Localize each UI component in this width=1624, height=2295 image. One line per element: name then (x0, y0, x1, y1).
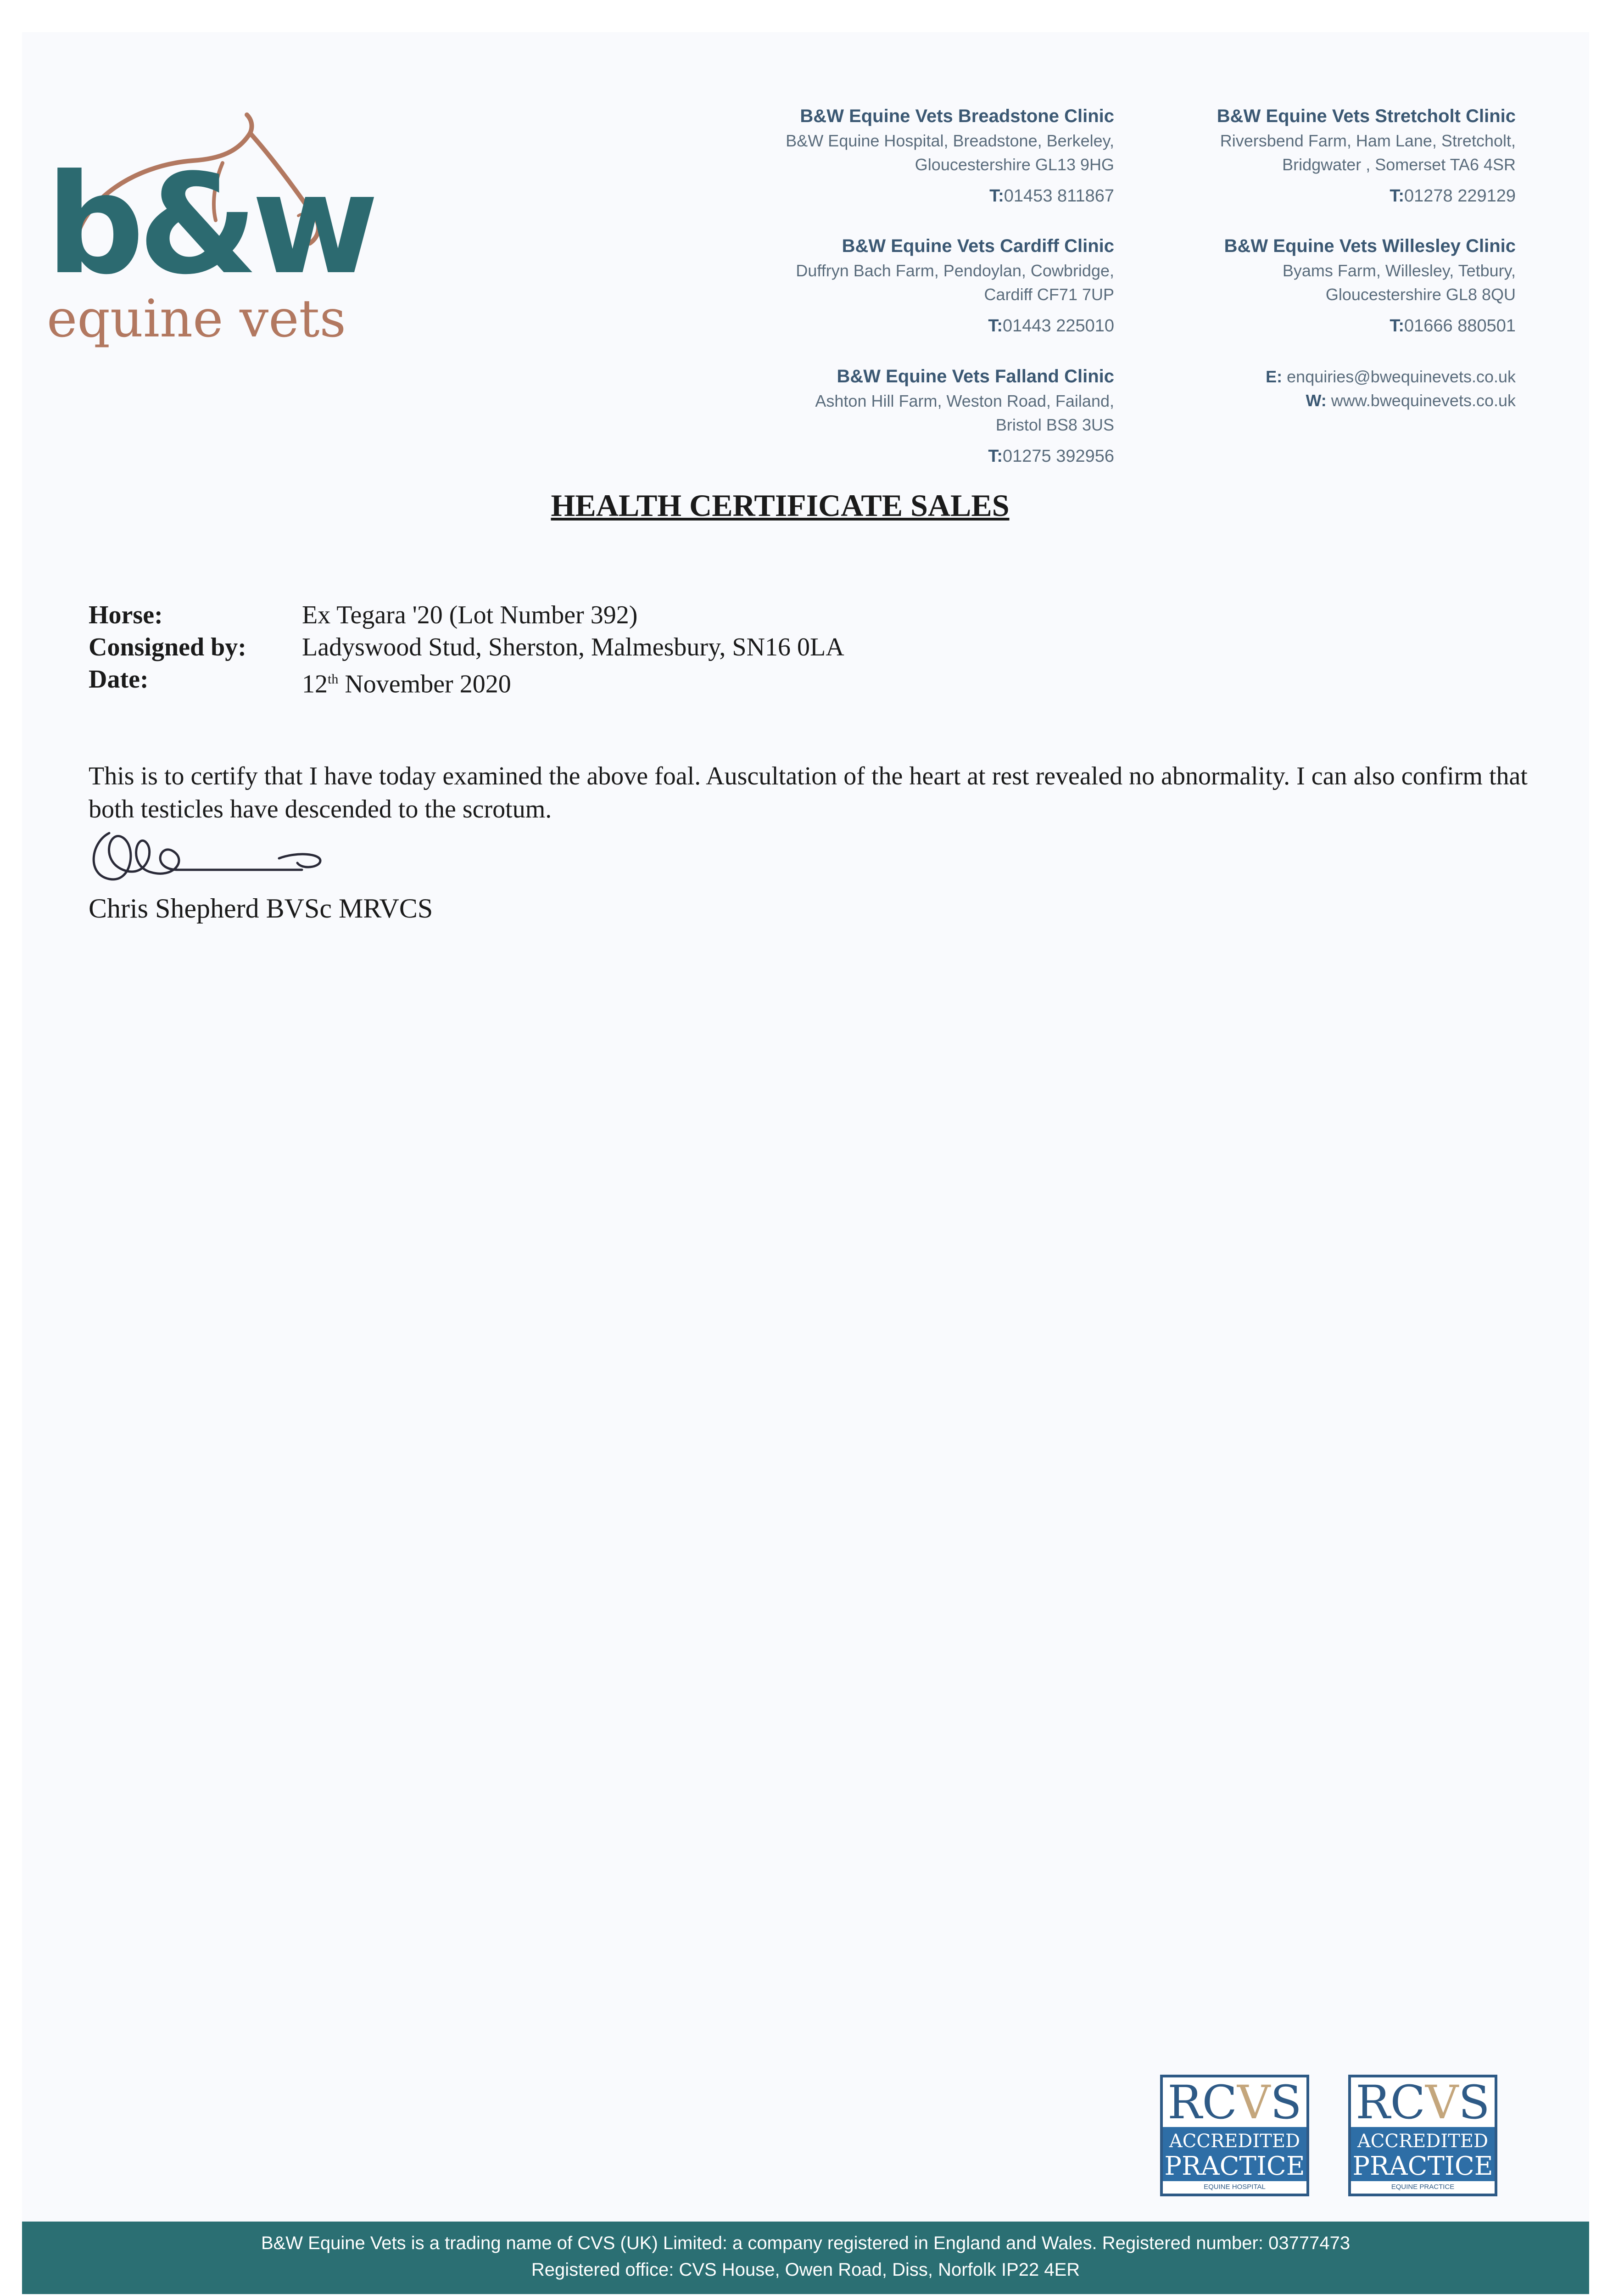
certification-statement: This is to certify that I have today examined the above foal. Auscultation of the heart at rest revealed no abnormality. I can also confirm that both testicles have descended to the scrotum. (89, 762, 1528, 823)
clinic-phone: T:01443 225010 (988, 316, 1114, 336)
company-footer (22, 2222, 1589, 2294)
email-link[interactable]: enquiries@bwequinevets.co.uk (1287, 367, 1516, 386)
detail-row-consigned (89, 631, 844, 663)
clinic-phone: T:01278 229129 (1390, 186, 1516, 206)
clinic-address-line: Gloucestershire GL13 9HG (915, 155, 1114, 174)
rcvs-accredited-hospital-badge: RCVS ACCREDITED PRACTICE EQUINE HOSPITAL (1160, 2075, 1309, 2196)
clinic-failand (815, 364, 1114, 469)
web-line: W: www.bwequinevets.co.uk (1306, 391, 1516, 410)
clinic-phone: T:01666 880501 (1390, 316, 1516, 336)
clinic-name: B&W Equine Vets Cardiff Clinic (842, 236, 1114, 256)
detail-value: Ex Tegara '20 (Lot Number 392) (302, 601, 638, 629)
footer-line: Registered office: CVS House, Owen Road, Diss, Norfolk IP22 4ER (531, 2260, 1080, 2280)
footer-line: B&W Equine Vets is a trading name of CVS (UK) Limited: a company registered in England and Wales. Registered number: 03777473 (261, 2233, 1351, 2253)
clinic-name: B&W Equine Vets Falland Clinic (837, 366, 1114, 386)
signer-name: Chris Shepherd BVSc MRVCS (89, 893, 433, 924)
clinic-address-line: Bridgwater , Somerset TA6 4SR (1282, 155, 1516, 174)
logo-sub-text: equine vets (47, 289, 346, 349)
clinic-address-line: Cardiff CF71 7UP (984, 285, 1114, 304)
clinic-stretcholt (1217, 103, 1516, 209)
detail-row-date (89, 663, 844, 700)
contact-block (1266, 365, 1516, 413)
clinic-address-line: Bristol BS8 3US (995, 415, 1114, 434)
document-title: HEALTH CERTIFICATE SALES (551, 488, 1010, 523)
web-link[interactable]: www.bwequinevets.co.uk (1331, 391, 1516, 410)
clinic-address-line: Duffryn Bach Farm, Pendoylan, Cowbridge, (796, 261, 1114, 280)
clinic-name: B&W Equine Vets Willesley Clinic (1224, 236, 1516, 256)
certificate-details (89, 599, 844, 700)
clinic-name: B&W Equine Vets Stretcholt Clinic (1217, 106, 1516, 126)
clinic-address-line: Byams Farm, Willesley, Tetbury, (1282, 261, 1516, 280)
detail-row-horse (89, 599, 844, 631)
detail-label: Horse: (89, 601, 163, 629)
detail-value: Ladyswood Stud, Sherston, Malmesbury, SN16 0LA (302, 633, 844, 661)
clinic-phone: T:01275 392956 (988, 447, 1114, 466)
bw-equine-vets-logo (41, 101, 373, 358)
clinic-willesley (1224, 233, 1516, 339)
clinic-address-line: B&W Equine Hospital, Breadstone, Berkeley, (786, 131, 1114, 150)
clinic-name: B&W Equine Vets Breadstone Clinic (800, 106, 1114, 126)
clinic-address-line: Riversbend Farm, Ham Lane, Stretcholt, (1220, 131, 1516, 150)
clinic-cardiff (796, 233, 1114, 339)
handwritten-signature (82, 815, 403, 895)
clinic-phone: T:01453 811867 (989, 186, 1114, 206)
clinic-address-line: Gloucestershire GL8 8QU (1325, 285, 1516, 304)
logo-main-text: b&w (46, 145, 373, 305)
rcvs-accredited-practice-badge: RCVS ACCREDITED PRACTICE EQUINE PRACTICE (1348, 2075, 1497, 2196)
rcvs-logo-text: RCVS (1356, 2076, 1490, 2129)
detail-label: Consigned by: (89, 633, 246, 661)
detail-label: Date: (89, 665, 149, 694)
clinic-address-line: Ashton Hill Farm, Weston Road, Failand, (815, 392, 1114, 410)
rcvs-logo-text: RCVS (1167, 2076, 1302, 2129)
detail-value: 12th November 2020 (302, 670, 511, 699)
email-line: E: enquiries@bwequinevets.co.uk (1266, 367, 1516, 386)
clinic-breadstone (786, 103, 1114, 209)
